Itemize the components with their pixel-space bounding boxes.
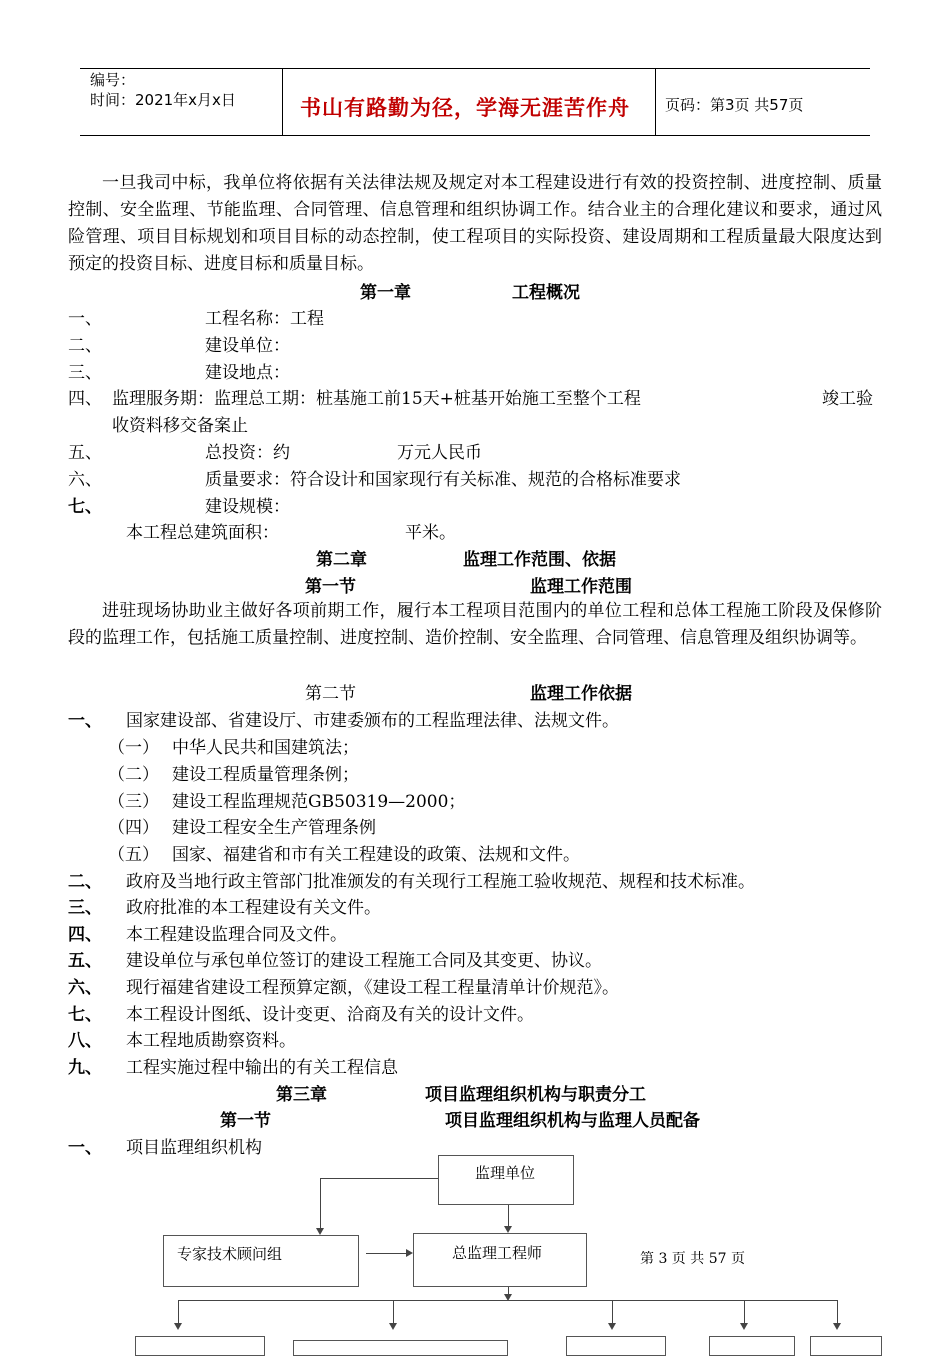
ch2-section2-label: 第二节 (305, 684, 356, 704)
area-label: 本工程总建筑面积： (126, 523, 279, 543)
basis-text: 本工程地质勘察资料。 (126, 1031, 296, 1051)
chapter1-label: 第一章 (360, 283, 411, 303)
org-connector (837, 1300, 838, 1324)
ch3-item-num: 一、 (68, 1138, 102, 1158)
ch1-item-text: 建设规模： (205, 497, 290, 517)
org-connector (508, 1205, 509, 1227)
org-box-sub (709, 1336, 795, 1356)
chapter3-label: 第三章 (276, 1085, 327, 1105)
header-page-info: 页码：第3页 共57页 (665, 96, 804, 114)
footer-page-number: 第 3 页 共 57 页 (640, 1251, 745, 1267)
intro-paragraph: 一旦我司中标，我单位将依据有关法律法规及规定对本工程建设进行有效的投资控制、进度控制、质量控制、安全监理、节能监理、合同管理、信息管理和组织协调工作。结合业主的合理化建议和要求，通过风险管理、项目目标规划和项目目标的动态控制，使工程项目的实际投资、建设周期和工程质量最大限度达到预定的投资目标、进度目标和质量目标。 (68, 173, 882, 274)
ch1-item-text: 监理服务期：监理总工期：桩基施工前15天+桩基开始施工至整个工程 (112, 389, 641, 409)
ch1-item-num: 七、 (68, 497, 102, 517)
chapter2-label: 第二章 (316, 550, 367, 570)
basis-num: （二） (108, 765, 159, 785)
basis-text: 工程实施过程中输出的有关工程信息 (126, 1058, 398, 1078)
ch1-item-num: 一、 (68, 309, 102, 329)
arrow-down-icon (833, 1323, 841, 1330)
ch3-section1-label: 第一节 (220, 1111, 271, 1131)
basis-num: 四、 (68, 925, 102, 945)
chapter2-title: 监理工作范围、依据 (463, 550, 616, 570)
header-divider-left (282, 68, 283, 136)
ch1-item-num: 三、 (68, 363, 102, 383)
basis-text: 建设工程质量管理条例； (172, 765, 359, 785)
basis-text: 建设工程监理规范GB50319—2000； (172, 792, 466, 812)
basis-num: （一） (108, 738, 159, 758)
basis-num: 九、 (68, 1058, 102, 1078)
basis-num: 一、 (68, 711, 102, 731)
basis-text: 建设工程安全生产管理条例 (172, 818, 376, 838)
header-bottom-rule (80, 135, 870, 136)
arrow-down-icon (504, 1226, 512, 1233)
basis-num: （四） (108, 818, 159, 838)
org-box-sub (135, 1336, 265, 1356)
basis-text: 国家、福建省和市有关工程建设的政策、法规和文件。 (172, 845, 580, 865)
org-box-sub (810, 1336, 882, 1356)
basis-num: 七、 (68, 1005, 102, 1025)
ch1-item-text: 建设单位： (205, 336, 290, 356)
arrow-down-icon (608, 1323, 616, 1330)
org-connector (744, 1300, 745, 1324)
basis-num: 六、 (68, 978, 102, 998)
ch1-item-num: 五、 (68, 443, 102, 463)
basis-text: 国家建设部、省建设厅、市建委颁布的工程监理法律、法规文件。 (126, 711, 619, 731)
header-divider-right (655, 68, 656, 136)
ch2-section1-title: 监理工作范围 (530, 577, 632, 597)
basis-num: 二、 (68, 872, 102, 892)
org-connector (366, 1253, 406, 1254)
org-connector (320, 1178, 438, 1179)
basis-num: （五） (108, 845, 159, 865)
chapter1-title: 工程概况 (512, 283, 580, 303)
basis-text: 本工程设计图纸、设计变更、洽商及有关的设计文件。 (126, 1005, 534, 1025)
ch1-item-num: 六、 (68, 470, 102, 490)
arrow-right-icon (406, 1249, 413, 1257)
ch2-section1-text: 进驻现场协助业主做好各项前期工作，履行本工程项目范围内的单位工程和总体工程施工阶段及保修阶段的监理工作，包括施工质量控制、进度控制、造价控制、安全监理、合同管理、信息管理及组织协调等。 (68, 601, 882, 648)
org-connector (612, 1300, 613, 1324)
basis-text: 政府及当地行政主管部门批准颁发的有关现行工程施工验收规范、规程和技术标准。 (126, 872, 755, 892)
arrow-down-icon (174, 1323, 182, 1330)
basis-num: （三） (108, 792, 159, 812)
basis-num: 三、 (68, 898, 102, 918)
org-box-sub (293, 1340, 508, 1356)
basis-text: 政府批准的本工程建设有关文件。 (126, 898, 381, 918)
arrow-down-icon (389, 1323, 397, 1330)
basis-num: 五、 (68, 951, 102, 971)
basis-text: 建设单位与承包单位签订的建设工程施工合同及其变更、协议。 (126, 951, 602, 971)
org-box-sub (566, 1336, 666, 1356)
ch1-item-num: 二、 (68, 336, 102, 356)
basis-text: 中华人民共和国建筑法； (172, 738, 359, 758)
ch1-item-text: 总投资：约 (205, 443, 290, 463)
org-connector (178, 1300, 179, 1324)
ch3-item-text: 项目监理组织机构 (126, 1138, 262, 1158)
org-connector (393, 1300, 394, 1324)
header-number: 编号： (90, 71, 136, 89)
org-advisor-label: 专家技术顾问组 (177, 1245, 283, 1263)
ch1-item-text: 工程名称：工程 (205, 309, 324, 329)
chapter3-title: 项目监理组织机构与职责分工 (425, 1085, 646, 1105)
basis-text: 现行福建省建设工程预算定额，《建设工程工程量清单计价规范》。 (126, 978, 619, 998)
ch1-item-text: 质量要求：符合设计和国家现行有关标准、规范的合格标准要求 (205, 470, 681, 490)
ch3-section1-title: 项目监理组织机构与监理人员配备 (445, 1111, 700, 1131)
ch1-item-cont: 收资料移交备案止 (112, 416, 248, 436)
ch1-item-tail: 万元人民币 (397, 443, 482, 463)
org-connector (320, 1178, 321, 1228)
arrow-down-icon (740, 1323, 748, 1330)
org-chief-label: 总监理工程师 (452, 1244, 543, 1262)
arrow-down-icon (316, 1228, 324, 1235)
basis-text: 本工程建设监理合同及文件。 (126, 925, 347, 945)
header-date: 时间：2021年x月x日 (90, 91, 236, 109)
ch2-section2-title: 监理工作依据 (530, 684, 632, 704)
header-top-rule (80, 68, 870, 69)
ch1-item-tail: 竣工验 (822, 389, 873, 409)
ch1-item-num: 四、 (68, 389, 102, 409)
header-motto: 书山有路勤为径，学海无涯苦作舟 (300, 95, 630, 120)
org-top-label: 监理单位 (475, 1164, 536, 1182)
basis-num: 八、 (68, 1031, 102, 1051)
org-connector (178, 1300, 838, 1301)
area-unit: 平米。 (405, 523, 456, 543)
ch1-item-text: 建设地点： (205, 363, 290, 383)
ch2-section1-label: 第一节 (305, 577, 356, 597)
